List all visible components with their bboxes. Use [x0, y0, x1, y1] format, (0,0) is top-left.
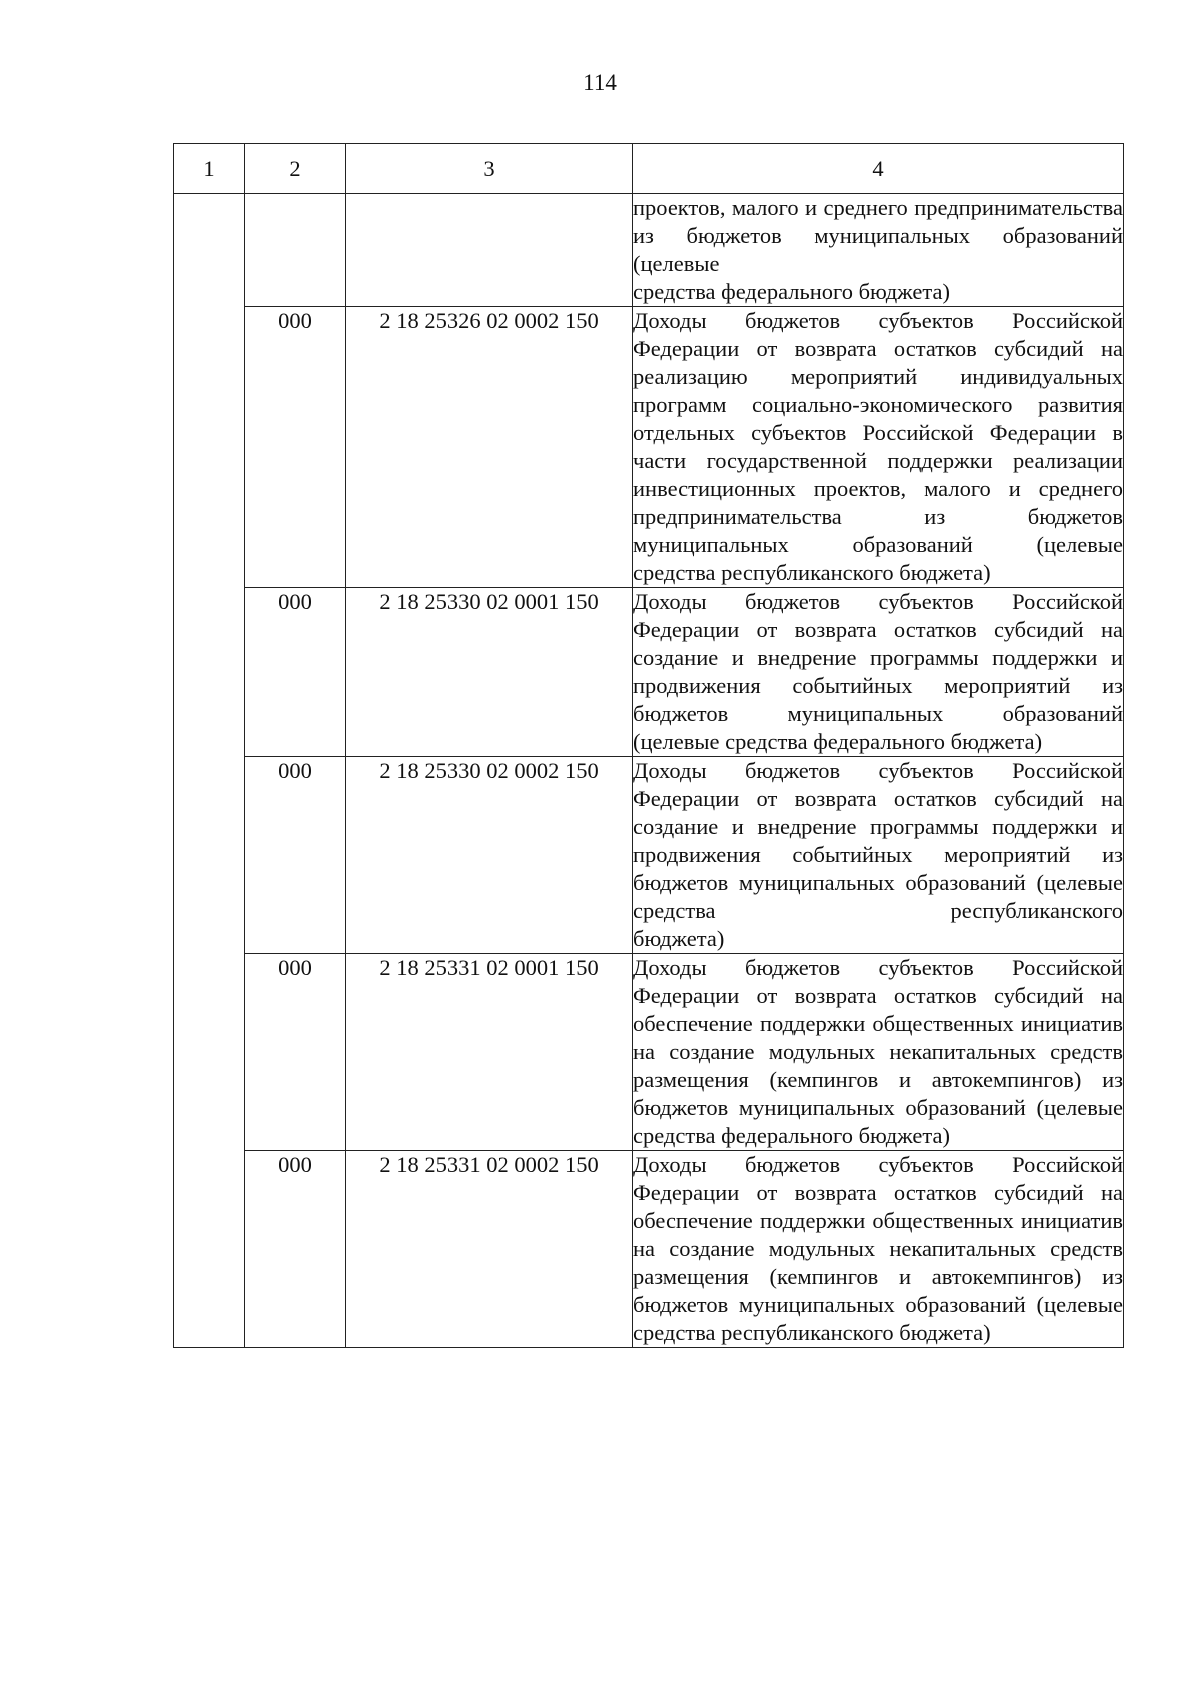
description-text: Доходы бюджетов субъектов Российской Федерации от возврата остатков субсидий на обеспечение поддержки общественных инициатив на создание модульных некапитальных средств размещения (кемпингов и автокемпингов) из бюджетов муниципальных образований (целевые: [633, 1152, 1123, 1317]
admin-code-cell: 000: [245, 954, 346, 1151]
table-row: [174, 954, 1124, 1151]
description-cell: [633, 757, 1124, 954]
admin-code-cell: 000: [245, 307, 346, 588]
admin-code-cell: 000: [245, 1151, 346, 1348]
table-row: [174, 194, 1124, 307]
description-text: Доходы бюджетов субъектов Российской Федерации от возврата остатков субсидий на создание и внедрение программы поддержки и продвижения событийных мероприятий из бюджетов муниципальных образований (целевые средства республиканского: [633, 758, 1123, 923]
description-last-line: средства республиканского бюджета): [633, 1320, 991, 1345]
income-code-cell: 2 18 25326 02 0002 150: [346, 307, 633, 588]
description-last-line: средства республиканского бюджета): [633, 560, 991, 585]
admin-code-cell: [245, 194, 346, 307]
description-text: Доходы бюджетов субъектов Российской Федерации от возврата остатков субсидий на создание и внедрение программы поддержки и продвижения событийных мероприятий из бюджетов муниципальных образований: [633, 589, 1123, 726]
description-last-line: средства федерального бюджета): [633, 1123, 950, 1148]
description-cell: [633, 954, 1124, 1151]
income-code-cell: 2 18 25331 02 0002 150: [346, 1151, 633, 1348]
income-code-cell: 2 18 25331 02 0001 150: [346, 954, 633, 1151]
header-row: [174, 144, 1124, 194]
description-last-line: (целевые средства федерального бюджета): [633, 729, 1043, 754]
admin-code-cell: 000: [245, 757, 346, 954]
column-header-4: 4: [633, 144, 1124, 194]
description-last-line: средства федерального бюджета): [633, 279, 950, 304]
page-number: 114: [583, 70, 617, 95]
income-code-cell: 2 18 25330 02 0001 150: [346, 588, 633, 757]
table-row: [174, 588, 1124, 757]
group-cell: [174, 194, 245, 1348]
income-code-cell: 2 18 25330 02 0002 150: [346, 757, 633, 954]
admin-code-cell: 000: [245, 588, 346, 757]
budget-codes-table: [173, 143, 1124, 1348]
column-header-3: 3: [346, 144, 633, 194]
description-cell: [633, 307, 1124, 588]
description-cell: [633, 1151, 1124, 1348]
table-row: [174, 307, 1124, 588]
description-text: проектов, малого и среднего предпринимательства из бюджетов муниципальных образований (целевые: [633, 195, 1123, 276]
income-code-cell: [346, 194, 633, 307]
column-header-1: 1: [174, 144, 245, 194]
description-text: Доходы бюджетов субъектов Российской Федерации от возврата остатков субсидий на обеспечение поддержки общественных инициатив на создание модульных некапитальных средств размещения (кемпингов и автокемпингов) из бюджетов муниципальных образований (целевые: [633, 955, 1123, 1120]
description-last-line: бюджета): [633, 926, 725, 951]
column-header-2: 2: [245, 144, 346, 194]
description-cell: [633, 588, 1124, 757]
table-row: [174, 1151, 1124, 1348]
table-row: [174, 757, 1124, 954]
description-cell: [633, 194, 1124, 307]
description-text: Доходы бюджетов субъектов Российской Федерации от возврата остатков субсидий на реализацию мероприятий индивидуальных программ социально-экономического развития отдельных субъектов Российской Федерации в части государственной поддержки реализации инвестиционных проектов, малого и среднего предпринимательства из бюджетов муниципальных образований (целевые: [633, 308, 1123, 557]
